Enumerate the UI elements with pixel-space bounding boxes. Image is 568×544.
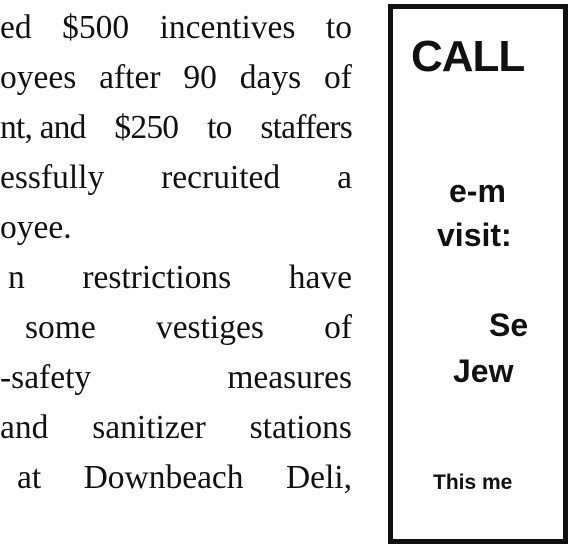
article-word: days	[239, 59, 302, 96]
article-word: essfully	[0, 159, 105, 196]
article-word: nt, and	[0, 109, 86, 146]
ad-email-line: e-m	[449, 173, 506, 209]
article-line-2	[0, 61, 352, 95]
article-word: $250	[114, 109, 179, 146]
article-word: to	[325, 9, 352, 46]
article-word: and	[0, 409, 49, 446]
ad-footer: This me	[433, 471, 513, 494]
article-line-6	[0, 261, 352, 295]
article-word: oyees	[0, 59, 77, 96]
article-line-7	[0, 311, 352, 345]
ad-heading: CALL	[411, 32, 525, 81]
article-word: restrictions	[82, 259, 232, 296]
article-word: have	[288, 259, 352, 296]
article-line-8	[0, 361, 352, 395]
article-word: oyee.	[0, 209, 72, 246]
ad-text-line: Jew	[453, 353, 514, 389]
advertisement-box	[388, 4, 568, 544]
ad-visit-line: visit:	[437, 217, 512, 253]
article-word: $500	[62, 9, 130, 46]
article-word: some	[25, 309, 96, 346]
article-word: of	[324, 59, 352, 96]
article-word: to	[207, 109, 232, 146]
article-line-1	[0, 11, 352, 45]
ad-text-line: Se	[489, 307, 529, 343]
article-line-4	[0, 161, 352, 195]
article-word: n	[8, 259, 25, 296]
article-word: -safety	[0, 359, 92, 396]
article-word: sanitizer	[92, 409, 206, 446]
article-line-9	[0, 411, 352, 445]
article-word: staffers	[260, 109, 352, 146]
article-word: at	[17, 459, 42, 496]
article-line-5	[0, 211, 72, 245]
article-line-10	[0, 461, 352, 495]
article-word: vestiges	[155, 309, 264, 346]
article-word: incentives	[159, 9, 296, 46]
article-word: a	[337, 159, 352, 196]
article-word: ed	[0, 9, 32, 46]
article-word: 90	[183, 59, 217, 96]
article-word: Downbeach	[83, 459, 244, 496]
article-word: measures	[227, 359, 352, 396]
article-word: Deli,	[285, 459, 352, 496]
article-line-3	[0, 111, 352, 145]
article-word: after	[99, 59, 161, 96]
article-word: stations	[249, 409, 352, 446]
article-word: recruited	[161, 159, 281, 196]
article-word: of	[324, 309, 352, 346]
